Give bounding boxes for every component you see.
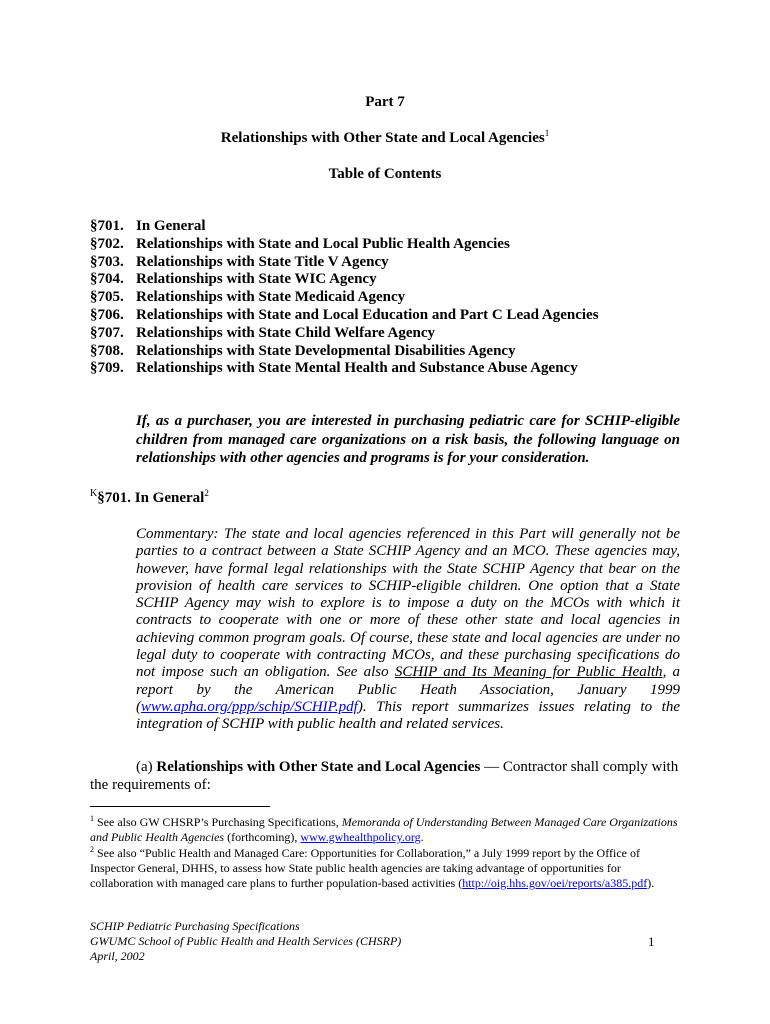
footnote-1-publication: Memoranda of Understanding Between Managed Care Organizations and Public Health Agencies xyxy=(90,815,678,844)
toc-item-number: §705. xyxy=(90,289,124,306)
toc-item[interactable] xyxy=(90,271,599,289)
title-footnote-ref[interactable]: 1 xyxy=(544,128,550,138)
toc-item-number: §704. xyxy=(90,271,124,288)
toc-heading: Table of Contents xyxy=(328,166,442,182)
clause-a-paragraph xyxy=(90,758,680,794)
toc-item-label: Relationships with State Medicaid Agency xyxy=(136,289,406,306)
footnote-2-text-end: ). xyxy=(647,876,655,890)
page-title xyxy=(0,130,770,147)
toc-item-label: Relationships with State Developmental Disabilities Agency xyxy=(136,342,516,359)
toc-item-number: §709. xyxy=(90,360,124,377)
footer-line-2: GWUMC School of Public Health and Health Services (CHSRP) xyxy=(90,934,402,948)
apha-report-link[interactable]: www.apha.org/ppp/schip/SCHIP.pdf xyxy=(141,698,358,715)
footnote-divider xyxy=(90,806,270,807)
gwhealthpolicy-link[interactable]: www.gwhealthpolicy.org xyxy=(300,830,421,844)
toc-item[interactable] xyxy=(90,236,599,254)
toc-item-label: Relationships with State Child Welfare Agency xyxy=(136,324,436,341)
toc-item-number: §708. xyxy=(90,342,124,359)
toc-item-number: §702. xyxy=(90,235,124,252)
section-footnote-ref[interactable]: 2 xyxy=(204,488,209,498)
clause-a-prefix: (a) xyxy=(136,759,157,775)
toc-item-label: Relationships with State WIC Agency xyxy=(136,271,377,288)
toc-item-number: §706. xyxy=(90,306,124,323)
footnote-1-text: See also GW CHSRP’s Purchasing Specifications, xyxy=(94,815,342,829)
toc-item-number: §701. xyxy=(90,218,124,234)
commentary-text-middle: , a report by the American Public Heath Association, January 1999 ( xyxy=(136,664,681,715)
intro-paragraph: If, as a purchaser, you are interested in purchasing pediatric care for SCHIP-eligible children from managed care organizations on a risk basis, the following language on relationships with other agencies and programs is for your consideration. xyxy=(136,413,680,466)
toc-item[interactable] xyxy=(90,218,599,236)
section-701-title: §701. In General xyxy=(97,490,205,506)
table-of-contents xyxy=(90,218,599,378)
toc-item[interactable] xyxy=(90,307,599,325)
toc-item[interactable] xyxy=(90,254,599,272)
toc-item[interactable] xyxy=(90,343,599,361)
toc-item-label: In General xyxy=(136,218,206,234)
footnote-1-number: 1 xyxy=(90,814,94,823)
section-701-heading xyxy=(90,488,209,507)
clause-a-heading: Relationships with Other State and Local Agencies xyxy=(156,759,481,775)
commentary-paragraph xyxy=(136,526,680,734)
toc-item-label: Relationships with State and Local Education and Part C Lead Agencies xyxy=(136,306,599,323)
oig-report-link[interactable]: http://oig.hhs.gov/oei/reports/a385.pdf xyxy=(462,876,648,890)
footnote-2-text: See also “Public Health and Managed Care: Opportunities for Collaboration,” a July 1999 report by the Office of Inspector General, DHHS, to assess how State public health agencies are taking advantage of opportunities for collaboration with managed care plans to further population-based activities ( xyxy=(90,846,640,890)
commentary-text: Commentary: The state and local agencies referenced in this Part will generally not be parties to a contract between a State SCHIP Agency and an MCO. These agencies may, however, have formal legal relationships with the State SCHIP Agency that bear on the provision of health care services to SCHIP-eligible children. One option that a State SCHIP Agency may wish to explore is to impose a duty on the MCOs with which it contracts to cooperate with one or more of these other state and local agencies in achieving common program goals. Of course, these state and local agencies are under no legal duty to cooperate with contracting MCOs, and these purchasing specifications do not impose such an obligation. See also xyxy=(136,526,680,681)
footnote-1 xyxy=(90,815,680,845)
commentary-text-end: ). This report summarizes issues relating to the integration of SCHIP with public health and related services. xyxy=(136,698,680,733)
footer-line-3: April, 2002 xyxy=(90,949,145,963)
footnote-1-text-end: . xyxy=(420,830,424,844)
part-number: Part 7 xyxy=(365,94,405,110)
toc-item-number: §703. xyxy=(90,253,124,270)
page-title-text: Relationships with Other State and Local Agencies xyxy=(220,130,545,146)
footnote-2 xyxy=(90,846,680,891)
toc-item[interactable] xyxy=(90,289,599,307)
page-number: 1 xyxy=(648,934,655,949)
clause-a-text: — Contractor shall comply with the requirements of: xyxy=(90,759,679,793)
toc-item-label: Relationships with State Mental Health and Substance Abuse Agency xyxy=(136,360,578,377)
toc-item-label: Relationships with State Title V Agency xyxy=(136,253,389,270)
toc-item[interactable] xyxy=(90,325,599,343)
footnote-2-number: 2 xyxy=(90,845,94,854)
toc-item[interactable] xyxy=(90,360,599,378)
section-marker: K xyxy=(90,488,98,499)
toc-item-number: §707. xyxy=(90,324,124,341)
page-footer xyxy=(90,919,401,964)
footer-line-1: SCHIP Pediatric Purchasing Specifications xyxy=(90,919,300,933)
footnote-1-text-middle: (forthcoming), xyxy=(224,830,301,844)
toc-item-label: Relationships with State and Local Public Health Agencies xyxy=(136,235,510,252)
report-title: SCHIP and Its Meaning for Public Health xyxy=(394,664,663,681)
